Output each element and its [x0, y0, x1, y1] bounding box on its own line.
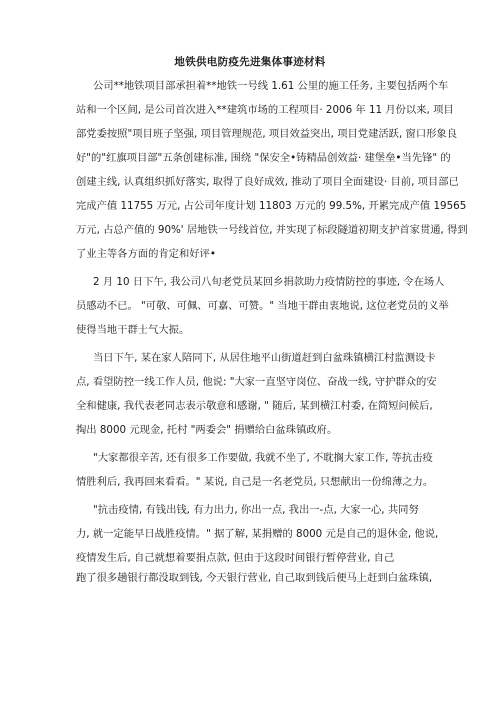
- text-line: 疫情发生后, 自己就想着要捐点款, 但由于这段时间银行暂停营业, 自己: [76, 552, 395, 564]
- text-line: 力, 就一定能早日战胜疫情。" 据了解, 某捐赠的 8000 元是自己的退休金, 他说,: [76, 528, 439, 540]
- text-line: 了业主等各方面的肯定和好评•: [76, 248, 216, 260]
- text-line: 全和健康, 我代表老同志表示敬意和感谢, " 随后, 某到横江村委, 在简短问候后,: [76, 400, 433, 412]
- text-line: 创建主线, 认真组织抓好落实, 取得了良好成效, 推动了项目全面建设· 目前, 项目部已: [76, 176, 459, 188]
- text-line: 跑了很多趟银行都没取到钱, 今天银行营业, 自己取到钱后便马上赶到白盆珠镇,: [76, 572, 433, 584]
- document-title: 地铁供电防疫先进集体事迹材料: [174, 56, 326, 68]
- text-line: 当日下午, 某在家人陪同下, 从居住地平山街道赶到白盆珠镇横江村监测设卡: [93, 352, 436, 364]
- text-line: 2 月 10 日下午, 我公司八旬老党员某回乡捐款助力疫情防控的事迹, 令在场人: [93, 276, 445, 288]
- text-line: "抗击疫情, 有钱出钱, 有力出力, 你出一点, 我出一-点, 大家一心, 共同努: [93, 504, 419, 516]
- text-line: 使得当地干群士气大振。: [76, 324, 190, 336]
- text-line: 公司**地铁项目部承担着**地铁一号线 1.61 公里的施工任务, 主要包括两个车: [93, 80, 449, 92]
- text-line: 部党委按照"项目班子坚强, 项目管理规范, 项目效益突出, 项目党建活跃, 窗口形象良: [76, 128, 458, 140]
- text-line: 情胜利后, 我再回来看看。" 某说, 自己是一名老党员, 只想献出一份绵薄之力。: [76, 476, 434, 488]
- text-line: 站和一个区间, 是公司首次进入**建筑市场的工程项目· 2006 年 11 月份以来, 项目: [76, 104, 454, 116]
- text-line: 好"的"红旗项目部"五条创建标准, 围绕 "保安全•铸精品创效益· 建堡垒•当先锋" 的: [76, 152, 451, 164]
- text-line: 完成产值 11755 万元, 占公司年度计划 11803 万元的 99.5%, 开累完成产值 19565: [76, 200, 467, 212]
- text-line: 员感动不已。 "可敬、可佩、可嘉、可赞。" 当地干群由衷地说, 这位老党员的义举: [76, 300, 449, 312]
- text-line: 点, 看望防控一线工作人员, 他说: "大家一直坚守岗位、奋战一线, 守护群众的安: [76, 376, 437, 388]
- text-line: "大家都很辛苦, 还有很多工作要做, 我就不坐了, 不耽搁大家工作, 等抗击疫: [93, 452, 433, 464]
- text-line: 万元, 占总产值的 90%' 居地铁一号线首位, 并实现了标段隧道初期支护首家贯通, 得到: [76, 224, 468, 236]
- text-line: 掏出 8000 元现金, 托村 "两委会" 捐赠给白盆珠镇政府。: [76, 424, 338, 436]
